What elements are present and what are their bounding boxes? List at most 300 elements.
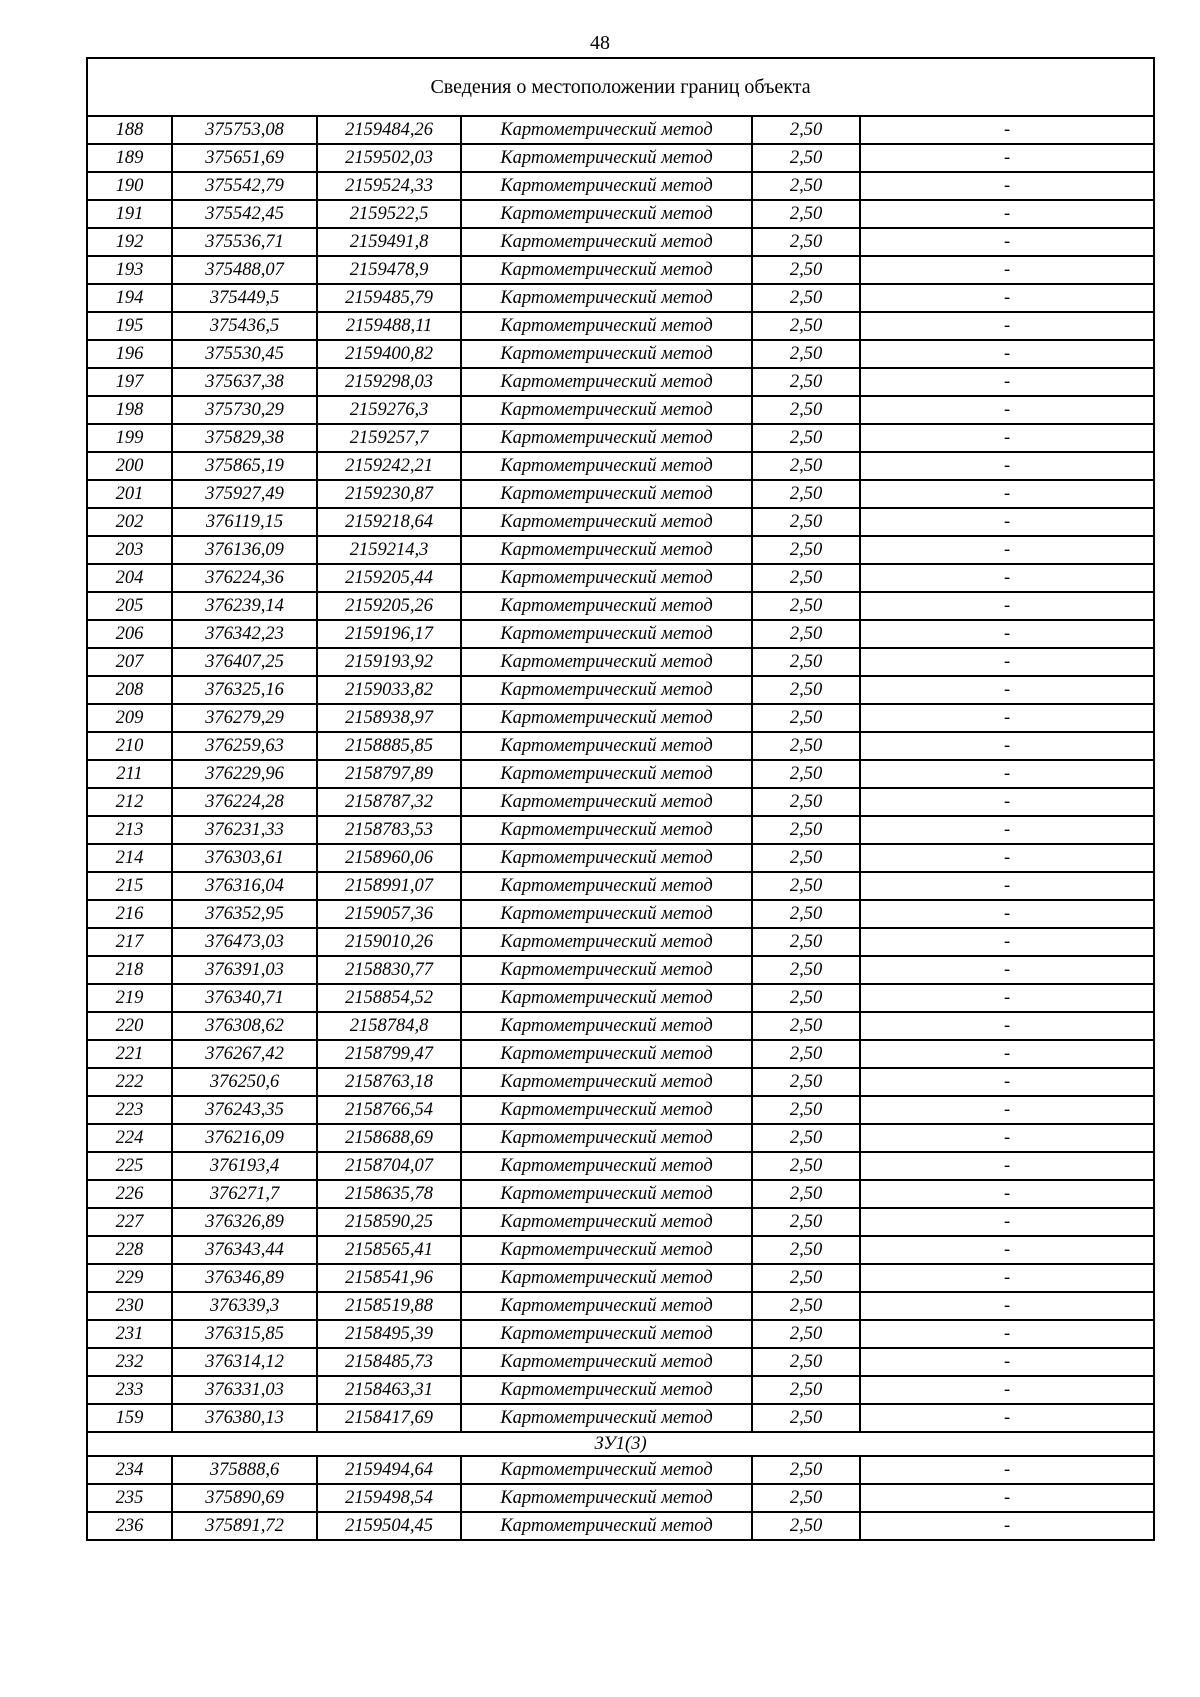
accuracy-cell: 2,50 — [752, 116, 860, 144]
table-row — [87, 732, 1154, 760]
x-coordinate-cell: 376473,03 — [172, 928, 317, 956]
y-coordinate-cell: 2159494,64 — [317, 1456, 461, 1484]
method-cell: Картометрический метод — [461, 228, 752, 256]
method-cell: Картометрический метод — [461, 788, 752, 816]
point-number-cell: 207 — [87, 648, 172, 676]
x-coordinate-cell: 376271,7 — [172, 1180, 317, 1208]
description-cell: - — [860, 732, 1154, 760]
method-cell: Картометрический метод — [461, 704, 752, 732]
method-cell: Картометрический метод — [461, 1040, 752, 1068]
y-coordinate-cell: 2158784,8 — [317, 1012, 461, 1040]
table-row — [87, 536, 1154, 564]
accuracy-cell: 2,50 — [752, 144, 860, 172]
description-cell: - — [860, 1208, 1154, 1236]
description-cell: - — [860, 1012, 1154, 1040]
x-coordinate-cell: 376224,36 — [172, 564, 317, 592]
table-row — [87, 1404, 1154, 1432]
accuracy-cell: 2,50 — [752, 228, 860, 256]
table-row — [87, 480, 1154, 508]
y-coordinate-cell: 2158495,39 — [317, 1320, 461, 1348]
point-number-cell: 212 — [87, 788, 172, 816]
accuracy-cell: 2,50 — [752, 1096, 860, 1124]
method-cell: Картометрический метод — [461, 1456, 752, 1484]
description-cell: - — [860, 1512, 1154, 1540]
table-row — [87, 200, 1154, 228]
description-cell: - — [860, 648, 1154, 676]
description-cell: - — [860, 312, 1154, 340]
x-coordinate-cell: 375888,6 — [172, 1456, 317, 1484]
table-row — [87, 256, 1154, 284]
table-row — [87, 928, 1154, 956]
table-row — [87, 1456, 1154, 1484]
point-number-cell: 208 — [87, 676, 172, 704]
method-cell: Картометрический метод — [461, 396, 752, 424]
x-coordinate-cell: 375542,79 — [172, 172, 317, 200]
table-row — [87, 1376, 1154, 1404]
accuracy-cell: 2,50 — [752, 536, 860, 564]
description-cell: - — [860, 452, 1154, 480]
x-coordinate-cell: 376136,09 — [172, 536, 317, 564]
point-number-cell: 219 — [87, 984, 172, 1012]
y-coordinate-cell: 2159205,26 — [317, 592, 461, 620]
y-coordinate-cell: 2158485,73 — [317, 1348, 461, 1376]
y-coordinate-cell: 2158565,41 — [317, 1236, 461, 1264]
y-coordinate-cell: 2158766,54 — [317, 1096, 461, 1124]
y-coordinate-cell: 2158885,85 — [317, 732, 461, 760]
description-cell: - — [860, 928, 1154, 956]
method-cell: Картометрический метод — [461, 340, 752, 368]
x-coordinate-cell: 376229,96 — [172, 760, 317, 788]
accuracy-cell: 2,50 — [752, 396, 860, 424]
description-cell: - — [860, 760, 1154, 788]
accuracy-cell: 2,50 — [752, 1040, 860, 1068]
accuracy-cell: 2,50 — [752, 1068, 860, 1096]
method-cell: Картометрический метод — [461, 900, 752, 928]
table-row — [87, 956, 1154, 984]
description-cell: - — [860, 1404, 1154, 1432]
point-number-cell: 159 — [87, 1404, 172, 1432]
method-cell: Картометрический метод — [461, 1292, 752, 1320]
y-coordinate-cell: 2158854,52 — [317, 984, 461, 1012]
accuracy-cell: 2,50 — [752, 1180, 860, 1208]
method-cell: Картометрический метод — [461, 1404, 752, 1432]
accuracy-cell: 2,50 — [752, 872, 860, 900]
table-row — [87, 564, 1154, 592]
point-number-cell: 230 — [87, 1292, 172, 1320]
page-number: 48 — [590, 32, 610, 54]
table-row — [87, 900, 1154, 928]
point-number-cell: 220 — [87, 1012, 172, 1040]
y-coordinate-cell: 2158590,25 — [317, 1208, 461, 1236]
x-coordinate-cell: 376407,25 — [172, 648, 317, 676]
point-number-cell: 223 — [87, 1096, 172, 1124]
description-cell: - — [860, 1180, 1154, 1208]
boundary-coordinates-table — [86, 57, 1155, 1541]
x-coordinate-cell: 376325,16 — [172, 676, 317, 704]
point-number-cell: 199 — [87, 424, 172, 452]
x-coordinate-cell: 375542,45 — [172, 200, 317, 228]
point-number-cell: 228 — [87, 1236, 172, 1264]
method-cell: Картометрический метод — [461, 592, 752, 620]
description-cell: - — [860, 1348, 1154, 1376]
description-cell: - — [860, 1484, 1154, 1512]
x-coordinate-cell: 376339,3 — [172, 1292, 317, 1320]
point-number-cell: 209 — [87, 704, 172, 732]
accuracy-cell: 2,50 — [752, 452, 860, 480]
x-coordinate-cell: 376391,03 — [172, 956, 317, 984]
accuracy-cell: 2,50 — [752, 928, 860, 956]
method-cell: Картометрический метод — [461, 844, 752, 872]
description-cell: - — [860, 844, 1154, 872]
accuracy-cell: 2,50 — [752, 1264, 860, 1292]
description-cell: - — [860, 228, 1154, 256]
method-cell: Картометрический метод — [461, 368, 752, 396]
method-cell: Картометрический метод — [461, 1376, 752, 1404]
description-cell: - — [860, 788, 1154, 816]
description-cell: - — [860, 424, 1154, 452]
method-cell: Картометрический метод — [461, 1180, 752, 1208]
x-coordinate-cell: 376331,03 — [172, 1376, 317, 1404]
point-number-cell: 195 — [87, 312, 172, 340]
table-row — [87, 1264, 1154, 1292]
y-coordinate-cell: 2159257,7 — [317, 424, 461, 452]
x-coordinate-cell: 376193,4 — [172, 1152, 317, 1180]
table-row — [87, 1484, 1154, 1512]
description-cell: - — [860, 1264, 1154, 1292]
description-cell: - — [860, 1040, 1154, 1068]
point-number-cell: 197 — [87, 368, 172, 396]
accuracy-cell: 2,50 — [752, 1456, 860, 1484]
point-number-cell: 189 — [87, 144, 172, 172]
table-row — [87, 508, 1154, 536]
description-cell: - — [860, 1376, 1154, 1404]
table-row — [87, 704, 1154, 732]
table-title: Сведения о местоположении границ объекта — [87, 58, 1154, 116]
y-coordinate-cell: 2158799,47 — [317, 1040, 461, 1068]
method-cell: Картометрический метод — [461, 536, 752, 564]
description-cell: - — [860, 1456, 1154, 1484]
y-coordinate-cell: 2159205,44 — [317, 564, 461, 592]
y-coordinate-cell: 2159242,21 — [317, 452, 461, 480]
description-cell: - — [860, 816, 1154, 844]
y-coordinate-cell: 2158688,69 — [317, 1124, 461, 1152]
method-cell: Картометрический метод — [461, 564, 752, 592]
method-cell: Картометрический метод — [461, 1484, 752, 1512]
description-cell: - — [860, 1292, 1154, 1320]
y-coordinate-cell: 2158938,97 — [317, 704, 461, 732]
x-coordinate-cell: 376343,44 — [172, 1236, 317, 1264]
y-coordinate-cell: 2159522,5 — [317, 200, 461, 228]
table-row — [87, 228, 1154, 256]
point-number-cell: 200 — [87, 452, 172, 480]
x-coordinate-cell: 375865,19 — [172, 452, 317, 480]
x-coordinate-cell: 376352,95 — [172, 900, 317, 928]
table-row — [87, 284, 1154, 312]
method-cell: Картометрический метод — [461, 424, 752, 452]
method-cell: Картометрический метод — [461, 816, 752, 844]
point-number-cell: 203 — [87, 536, 172, 564]
method-cell: Картометрический метод — [461, 760, 752, 788]
x-coordinate-cell: 375530,45 — [172, 340, 317, 368]
accuracy-cell: 2,50 — [752, 1152, 860, 1180]
method-cell: Картометрический метод — [461, 480, 752, 508]
y-coordinate-cell: 2159057,36 — [317, 900, 461, 928]
table-row — [87, 648, 1154, 676]
accuracy-cell: 2,50 — [752, 1292, 860, 1320]
x-coordinate-cell: 376342,23 — [172, 620, 317, 648]
method-cell: Картометрический метод — [461, 116, 752, 144]
point-number-cell: 233 — [87, 1376, 172, 1404]
point-number-cell: 234 — [87, 1456, 172, 1484]
description-cell: - — [860, 172, 1154, 200]
description-cell: - — [860, 564, 1154, 592]
x-coordinate-cell: 375891,72 — [172, 1512, 317, 1540]
table-body — [87, 58, 1154, 1540]
x-coordinate-cell: 375436,5 — [172, 312, 317, 340]
table-row — [87, 788, 1154, 816]
accuracy-cell: 2,50 — [752, 984, 860, 1012]
point-number-cell: 213 — [87, 816, 172, 844]
x-coordinate-cell: 375829,38 — [172, 424, 317, 452]
point-number-cell: 193 — [87, 256, 172, 284]
x-coordinate-cell: 375536,71 — [172, 228, 317, 256]
y-coordinate-cell: 2158519,88 — [317, 1292, 461, 1320]
method-cell: Картометрический метод — [461, 1208, 752, 1236]
accuracy-cell: 2,50 — [752, 1512, 860, 1540]
accuracy-cell: 2,50 — [752, 1320, 860, 1348]
table-row — [87, 396, 1154, 424]
description-cell: - — [860, 480, 1154, 508]
description-cell: - — [860, 956, 1154, 984]
point-number-cell: 194 — [87, 284, 172, 312]
point-number-cell: 225 — [87, 1152, 172, 1180]
accuracy-cell: 2,50 — [752, 676, 860, 704]
accuracy-cell: 2,50 — [752, 704, 860, 732]
point-number-cell: 192 — [87, 228, 172, 256]
method-cell: Картометрический метод — [461, 872, 752, 900]
y-coordinate-cell: 2158463,31 — [317, 1376, 461, 1404]
accuracy-cell: 2,50 — [752, 760, 860, 788]
y-coordinate-cell: 2158991,07 — [317, 872, 461, 900]
description-cell: - — [860, 592, 1154, 620]
accuracy-cell: 2,50 — [752, 508, 860, 536]
y-coordinate-cell: 2158783,53 — [317, 816, 461, 844]
point-number-cell: 227 — [87, 1208, 172, 1236]
method-cell: Картометрический метод — [461, 1264, 752, 1292]
description-cell: - — [860, 1236, 1154, 1264]
table-row — [87, 1292, 1154, 1320]
table-row — [87, 1348, 1154, 1376]
accuracy-cell: 2,50 — [752, 284, 860, 312]
y-coordinate-cell: 2159010,26 — [317, 928, 461, 956]
x-coordinate-cell: 376346,89 — [172, 1264, 317, 1292]
point-number-cell: 229 — [87, 1264, 172, 1292]
accuracy-cell: 2,50 — [752, 256, 860, 284]
point-number-cell: 216 — [87, 900, 172, 928]
table-row — [87, 620, 1154, 648]
description-cell: - — [860, 620, 1154, 648]
method-cell: Картометрический метод — [461, 144, 752, 172]
accuracy-cell: 2,50 — [752, 172, 860, 200]
y-coordinate-cell: 2159478,9 — [317, 256, 461, 284]
table-row — [87, 1096, 1154, 1124]
method-cell: Картометрический метод — [461, 928, 752, 956]
accuracy-cell: 2,50 — [752, 1012, 860, 1040]
y-coordinate-cell: 2159502,03 — [317, 144, 461, 172]
table-row — [87, 1320, 1154, 1348]
y-coordinate-cell: 2159491,8 — [317, 228, 461, 256]
description-cell: - — [860, 704, 1154, 732]
table-row — [87, 1012, 1154, 1040]
y-coordinate-cell: 2158787,32 — [317, 788, 461, 816]
x-coordinate-cell: 376380,13 — [172, 1404, 317, 1432]
description-cell: - — [860, 872, 1154, 900]
table-row — [87, 1040, 1154, 1068]
point-number-cell: 204 — [87, 564, 172, 592]
method-cell: Картометрический метод — [461, 1320, 752, 1348]
y-coordinate-cell: 2159276,3 — [317, 396, 461, 424]
table-row — [87, 984, 1154, 1012]
y-coordinate-cell: 2159400,82 — [317, 340, 461, 368]
section-label: ЗУ1(3) — [87, 1432, 1154, 1456]
point-number-cell: 190 — [87, 172, 172, 200]
point-number-cell: 217 — [87, 928, 172, 956]
accuracy-cell: 2,50 — [752, 480, 860, 508]
x-coordinate-cell: 376326,89 — [172, 1208, 317, 1236]
method-cell: Картометрический метод — [461, 648, 752, 676]
y-coordinate-cell: 2158541,96 — [317, 1264, 461, 1292]
y-coordinate-cell: 2159033,82 — [317, 676, 461, 704]
y-coordinate-cell: 2159488,11 — [317, 312, 461, 340]
accuracy-cell: 2,50 — [752, 424, 860, 452]
y-coordinate-cell: 2158797,89 — [317, 760, 461, 788]
y-coordinate-cell: 2159524,33 — [317, 172, 461, 200]
point-number-cell: 211 — [87, 760, 172, 788]
accuracy-cell: 2,50 — [752, 844, 860, 872]
point-number-cell: 196 — [87, 340, 172, 368]
table-row — [87, 1152, 1154, 1180]
accuracy-cell: 2,50 — [752, 564, 860, 592]
point-number-cell: 218 — [87, 956, 172, 984]
accuracy-cell: 2,50 — [752, 1404, 860, 1432]
x-coordinate-cell: 375890,69 — [172, 1484, 317, 1512]
table-row — [87, 1124, 1154, 1152]
table-row — [87, 368, 1154, 396]
method-cell: Картометрический метод — [461, 1152, 752, 1180]
y-coordinate-cell: 2159230,87 — [317, 480, 461, 508]
method-cell: Картометрический метод — [461, 1512, 752, 1540]
point-number-cell: 214 — [87, 844, 172, 872]
x-coordinate-cell: 375488,07 — [172, 256, 317, 284]
method-cell: Картометрический метод — [461, 200, 752, 228]
table-row — [87, 452, 1154, 480]
accuracy-cell: 2,50 — [752, 1484, 860, 1512]
accuracy-cell: 2,50 — [752, 368, 860, 396]
description-cell: - — [860, 396, 1154, 424]
x-coordinate-cell: 376259,63 — [172, 732, 317, 760]
table-row — [87, 816, 1154, 844]
accuracy-cell: 2,50 — [752, 732, 860, 760]
y-coordinate-cell: 2158704,07 — [317, 1152, 461, 1180]
point-number-cell: 202 — [87, 508, 172, 536]
description-cell: - — [860, 536, 1154, 564]
accuracy-cell: 2,50 — [752, 592, 860, 620]
method-cell: Картометрический метод — [461, 956, 752, 984]
x-coordinate-cell: 376314,12 — [172, 1348, 317, 1376]
method-cell: Картометрический метод — [461, 732, 752, 760]
method-cell: Картометрический метод — [461, 284, 752, 312]
method-cell: Картометрический метод — [461, 1096, 752, 1124]
description-cell: - — [860, 1124, 1154, 1152]
table-row — [87, 1180, 1154, 1208]
table-row — [87, 872, 1154, 900]
method-cell: Картометрический метод — [461, 508, 752, 536]
point-number-cell: 210 — [87, 732, 172, 760]
accuracy-cell: 2,50 — [752, 1376, 860, 1404]
table-row — [87, 116, 1154, 144]
x-coordinate-cell: 376231,33 — [172, 816, 317, 844]
accuracy-cell: 2,50 — [752, 956, 860, 984]
y-coordinate-cell: 2159214,3 — [317, 536, 461, 564]
x-coordinate-cell: 375637,38 — [172, 368, 317, 396]
description-cell: - — [860, 200, 1154, 228]
description-cell: - — [860, 984, 1154, 1012]
accuracy-cell: 2,50 — [752, 340, 860, 368]
method-cell: Картометрический метод — [461, 620, 752, 648]
description-cell: - — [860, 1096, 1154, 1124]
point-number-cell: 222 — [87, 1068, 172, 1096]
description-cell: - — [860, 676, 1154, 704]
x-coordinate-cell: 376119,15 — [172, 508, 317, 536]
description-cell: - — [860, 116, 1154, 144]
accuracy-cell: 2,50 — [752, 900, 860, 928]
point-number-cell: 215 — [87, 872, 172, 900]
accuracy-cell: 2,50 — [752, 648, 860, 676]
accuracy-cell: 2,50 — [752, 1348, 860, 1376]
description-cell: - — [860, 256, 1154, 284]
method-cell: Картометрический метод — [461, 312, 752, 340]
table-row — [87, 1208, 1154, 1236]
x-coordinate-cell: 375753,08 — [172, 116, 317, 144]
y-coordinate-cell: 2158830,77 — [317, 956, 461, 984]
y-coordinate-cell: 2158960,06 — [317, 844, 461, 872]
x-coordinate-cell: 375651,69 — [172, 144, 317, 172]
point-number-cell: 226 — [87, 1180, 172, 1208]
method-cell: Картометрический метод — [461, 172, 752, 200]
table-header-row — [87, 58, 1154, 116]
y-coordinate-cell: 2159484,26 — [317, 116, 461, 144]
accuracy-cell: 2,50 — [752, 312, 860, 340]
point-number-cell: 201 — [87, 480, 172, 508]
y-coordinate-cell: 2159504,45 — [317, 1512, 461, 1540]
x-coordinate-cell: 376308,62 — [172, 1012, 317, 1040]
accuracy-cell: 2,50 — [752, 1124, 860, 1152]
description-cell: - — [860, 1068, 1154, 1096]
section-row — [87, 1432, 1154, 1456]
method-cell: Картометрический метод — [461, 1068, 752, 1096]
point-number-cell: 188 — [87, 116, 172, 144]
point-number-cell: 231 — [87, 1320, 172, 1348]
x-coordinate-cell: 376239,14 — [172, 592, 317, 620]
accuracy-cell: 2,50 — [752, 1208, 860, 1236]
table-row — [87, 1236, 1154, 1264]
method-cell: Картометрический метод — [461, 1348, 752, 1376]
description-cell: - — [860, 144, 1154, 172]
x-coordinate-cell: 375449,5 — [172, 284, 317, 312]
y-coordinate-cell: 2159298,03 — [317, 368, 461, 396]
method-cell: Картометрический метод — [461, 1124, 752, 1152]
point-number-cell: 221 — [87, 1040, 172, 1068]
